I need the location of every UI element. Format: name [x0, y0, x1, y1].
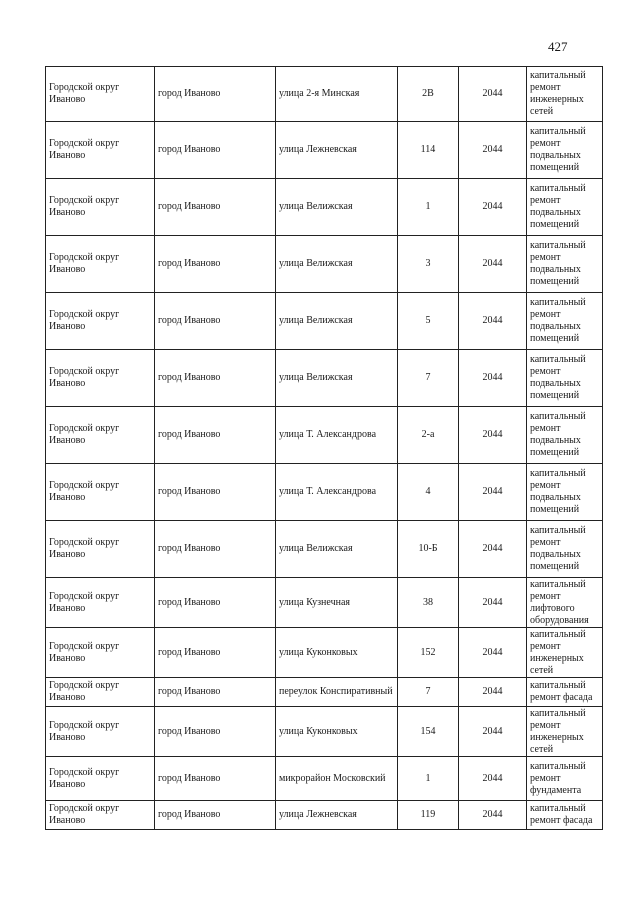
house-number-cell: 2В: [398, 67, 459, 122]
house-number-cell: 7: [398, 678, 459, 707]
city-cell: город Иваново: [155, 707, 276, 757]
year-cell: 2044: [459, 521, 527, 578]
house-number-cell: 38: [398, 578, 459, 628]
work-type-cell: капитальный ремонт лифтового оборудования: [527, 578, 603, 628]
city-cell: город Иваново: [155, 350, 276, 407]
district-cell: Городской округ Иваново: [46, 707, 155, 757]
year-cell: 2044: [459, 578, 527, 628]
year-cell: 2044: [459, 236, 527, 293]
year-cell: 2044: [459, 464, 527, 521]
city-cell: город Иваново: [155, 578, 276, 628]
table-row: [46, 236, 603, 293]
district-cell: Городской округ Иваново: [46, 578, 155, 628]
table-row: [46, 407, 603, 464]
district-cell: Городской округ Иваново: [46, 521, 155, 578]
table-row: [46, 464, 603, 521]
district-cell: Городской округ Иваново: [46, 678, 155, 707]
work-type-cell: капитальный ремонт подвальных помещений: [527, 350, 603, 407]
street-cell: улица Лежневская: [276, 801, 398, 830]
year-cell: 2044: [459, 628, 527, 678]
table-row: [46, 293, 603, 350]
year-cell: 2044: [459, 122, 527, 179]
year-cell: 2044: [459, 678, 527, 707]
city-cell: город Иваново: [155, 757, 276, 801]
district-cell: Городской округ Иваново: [46, 122, 155, 179]
city-cell: город Иваново: [155, 678, 276, 707]
work-type-cell: капитальный ремонт инженерных сетей: [527, 628, 603, 678]
street-cell: улица 2-я Минская: [276, 67, 398, 122]
work-type-cell: капитальный ремонт фасада: [527, 801, 603, 830]
city-cell: город Иваново: [155, 293, 276, 350]
work-type-cell: капитальный ремонт инженерных сетей: [527, 67, 603, 122]
work-type-cell: капитальный ремонт фундамента: [527, 757, 603, 801]
work-type-cell: капитальный ремонт подвальных помещений: [527, 236, 603, 293]
house-number-cell: 2-а: [398, 407, 459, 464]
district-cell: Городской округ Иваново: [46, 464, 155, 521]
house-number-cell: 4: [398, 464, 459, 521]
street-cell: улица Велижская: [276, 350, 398, 407]
district-cell: Городской округ Иваново: [46, 67, 155, 122]
street-cell: переулок Конспиративный: [276, 678, 398, 707]
city-cell: город Иваново: [155, 179, 276, 236]
city-cell: город Иваново: [155, 407, 276, 464]
house-number-cell: 5: [398, 293, 459, 350]
street-cell: улица Т. Александрова: [276, 407, 398, 464]
house-number-cell: 152: [398, 628, 459, 678]
city-cell: город Иваново: [155, 67, 276, 122]
table-row: [46, 678, 603, 707]
table-row: [46, 707, 603, 757]
table-row: [46, 122, 603, 179]
table-row: [46, 578, 603, 628]
year-cell: 2044: [459, 179, 527, 236]
city-cell: город Иваново: [155, 122, 276, 179]
table-row: [46, 67, 603, 122]
work-type-cell: капитальный ремонт подвальных помещений: [527, 293, 603, 350]
house-number-cell: 119: [398, 801, 459, 830]
house-number-cell: 114: [398, 122, 459, 179]
street-cell: улица Велижская: [276, 236, 398, 293]
work-type-cell: капитальный ремонт подвальных помещений: [527, 122, 603, 179]
house-number-cell: 7: [398, 350, 459, 407]
city-cell: город Иваново: [155, 801, 276, 830]
table-row: [46, 179, 603, 236]
work-type-cell: капитальный ремонт подвальных помещений: [527, 464, 603, 521]
year-cell: 2044: [459, 407, 527, 464]
street-cell: улица Куконковых: [276, 628, 398, 678]
district-cell: Городской округ Иваново: [46, 757, 155, 801]
year-cell: 2044: [459, 350, 527, 407]
street-cell: улица Велижская: [276, 521, 398, 578]
city-cell: город Иваново: [155, 521, 276, 578]
city-cell: город Иваново: [155, 236, 276, 293]
street-cell: улица Т. Александрова: [276, 464, 398, 521]
street-cell: микрорайон Московский: [276, 757, 398, 801]
page-number: 427: [548, 39, 568, 54]
house-number-cell: 154: [398, 707, 459, 757]
work-type-cell: капитальный ремонт фасада: [527, 678, 603, 707]
street-cell: улица Велижская: [276, 179, 398, 236]
year-cell: 2044: [459, 707, 527, 757]
table-row: [46, 521, 603, 578]
work-type-cell: капитальный ремонт подвальных помещений: [527, 179, 603, 236]
year-cell: 2044: [459, 67, 527, 122]
street-cell: улица Лежневская: [276, 122, 398, 179]
district-cell: Городской округ Иваново: [46, 236, 155, 293]
year-cell: 2044: [459, 757, 527, 801]
street-cell: улица Кузнечная: [276, 578, 398, 628]
house-number-cell: 1: [398, 757, 459, 801]
street-cell: улица Куконковых: [276, 707, 398, 757]
work-type-cell: капитальный ремонт подвальных помещений: [527, 521, 603, 578]
repair-schedule-table: [45, 66, 603, 830]
year-cell: 2044: [459, 801, 527, 830]
year-cell: 2044: [459, 293, 527, 350]
house-number-cell: 1: [398, 179, 459, 236]
table-body: [46, 67, 603, 830]
district-cell: Городской округ Иваново: [46, 801, 155, 830]
district-cell: Городской округ Иваново: [46, 350, 155, 407]
district-cell: Городской округ Иваново: [46, 293, 155, 350]
table-row: [46, 628, 603, 678]
table-row: [46, 350, 603, 407]
table-row: [46, 757, 603, 801]
work-type-cell: капитальный ремонт инженерных сетей: [527, 707, 603, 757]
district-cell: Городской округ Иваново: [46, 628, 155, 678]
house-number-cell: 10-Б: [398, 521, 459, 578]
work-type-cell: капитальный ремонт подвальных помещений: [527, 407, 603, 464]
city-cell: город Иваново: [155, 464, 276, 521]
table-row: [46, 801, 603, 830]
street-cell: улица Велижская: [276, 293, 398, 350]
district-cell: Городской округ Иваново: [46, 179, 155, 236]
house-number-cell: 3: [398, 236, 459, 293]
district-cell: Городской округ Иваново: [46, 407, 155, 464]
city-cell: город Иваново: [155, 628, 276, 678]
